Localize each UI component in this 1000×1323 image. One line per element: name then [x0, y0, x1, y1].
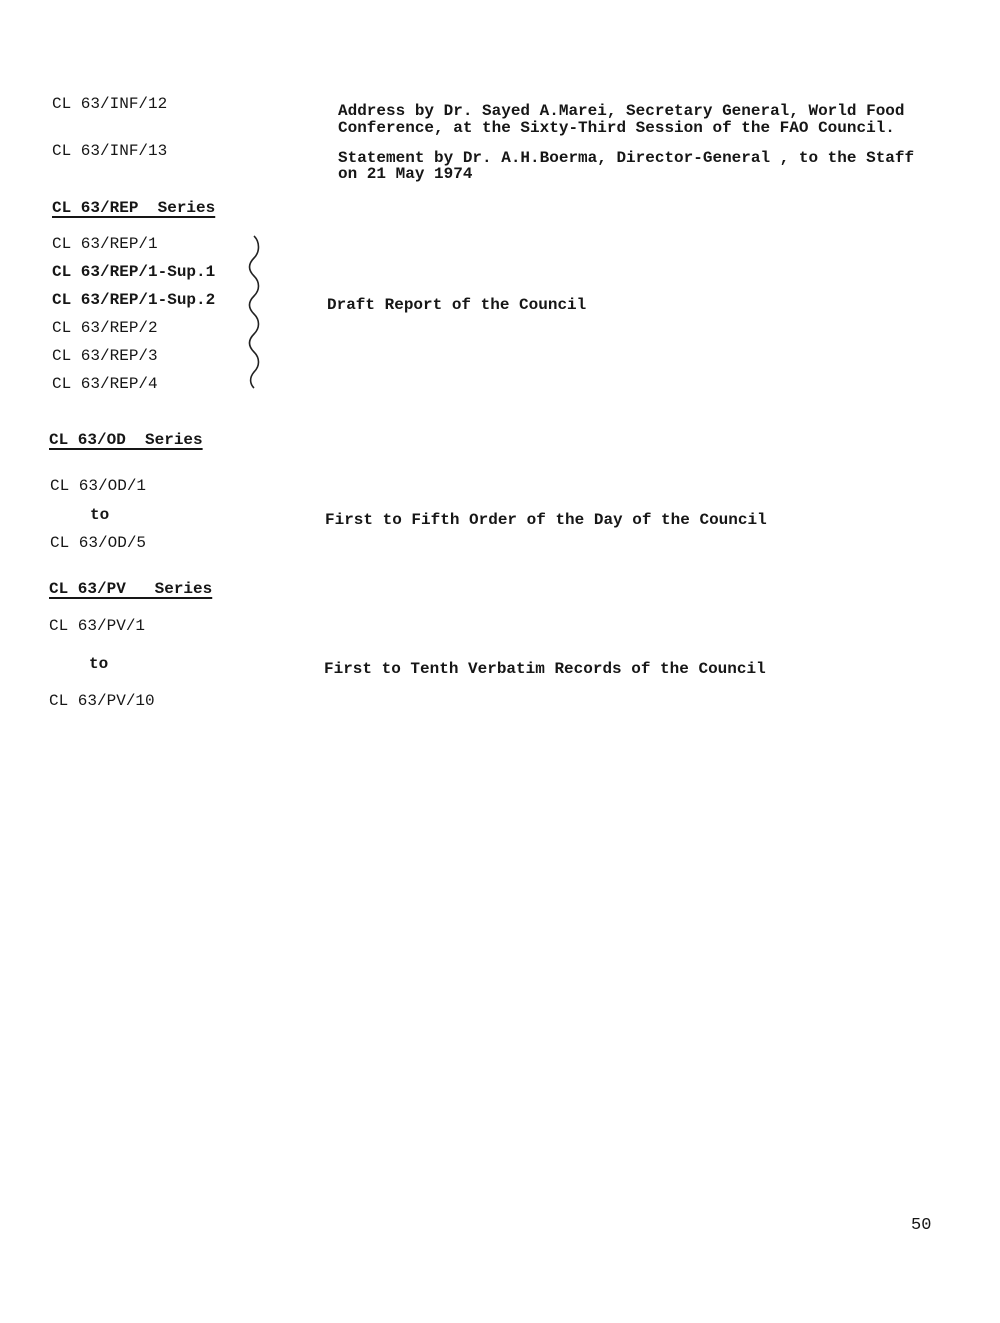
- pv-range-start: CL 63/PV/1: [49, 617, 146, 635]
- pv-range-to: to: [89, 655, 109, 673]
- doc-desc-inf-12-line1: Address by Dr. Sayed A.Marei, Secretary General, World Food: [338, 102, 905, 120]
- rep-description: Draft Report of the Council: [327, 296, 587, 314]
- rep-code: CL 63/REP/1: [52, 235, 158, 253]
- rep-code: CL 63/REP/2: [52, 319, 158, 337]
- od-range-start: CL 63/OD/1: [50, 477, 147, 495]
- rep-series-heading: CL 63/REP Series: [52, 199, 216, 217]
- doc-desc-inf-13-line2: on 21 May 1974: [338, 165, 473, 183]
- rep-code: CL 63/REP/3: [52, 347, 158, 365]
- pv-range-end: CL 63/PV/10: [49, 692, 155, 710]
- pv-series-heading: CL 63/PV Series: [49, 580, 213, 598]
- rep-code: CL 63/REP/1-Sup.2: [52, 291, 216, 309]
- curly-brace-icon: [244, 234, 268, 390]
- doc-desc-inf-12-line2: Conference, at the Sixty-Third Session of the FAO Council.: [338, 119, 895, 137]
- doc-desc-inf-13-line1: Statement by Dr. A.H.Boerma, Director-General , to the Staff: [338, 149, 915, 167]
- rep-code: CL 63/REP/1-Sup.1: [52, 263, 216, 281]
- doc-code-inf-12: CL 63/INF/12: [52, 95, 168, 113]
- page-number: 50: [911, 1216, 932, 1235]
- doc-code-inf-13: CL 63/INF/13: [52, 142, 168, 160]
- rep-code: CL 63/REP/4: [52, 375, 158, 393]
- od-description: First to Fifth Order of the Day of the Council: [325, 511, 767, 529]
- od-range-to: to: [90, 506, 110, 524]
- od-series-heading: CL 63/OD Series: [49, 431, 203, 449]
- od-range-end: CL 63/OD/5: [50, 534, 147, 552]
- pv-description: First to Tenth Verbatim Records of the Council: [324, 660, 766, 678]
